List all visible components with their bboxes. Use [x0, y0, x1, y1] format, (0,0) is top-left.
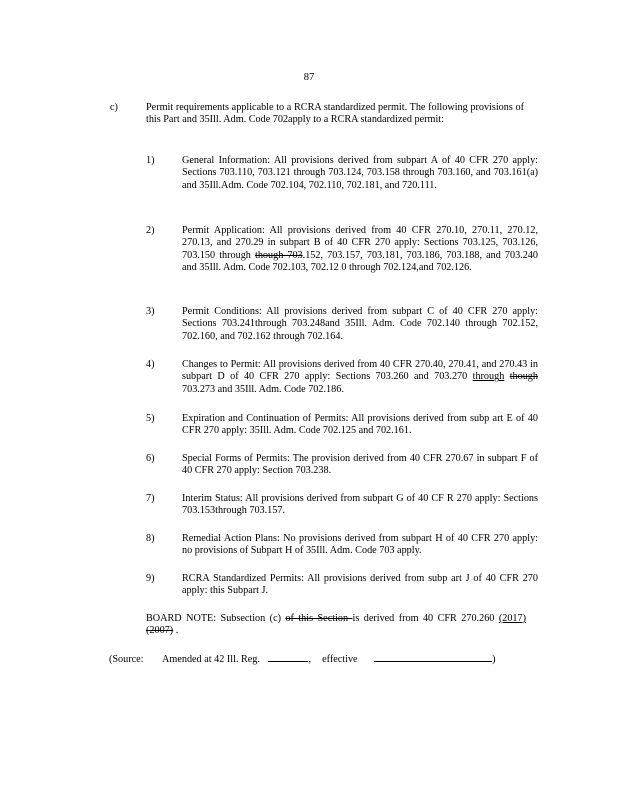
source-comma: ,: [308, 654, 312, 665]
item-number: 7): [146, 493, 155, 504]
board-note: [146, 613, 526, 638]
subsection-label: c): [110, 102, 118, 113]
item-text: [182, 155, 538, 192]
text-run: Remedial Action Plans: No provisions derived from subpart H of 40 CFR 270 apply: no provisions of Subpart H of 35Ill. Adm. Code 703 apply.: [182, 533, 538, 557]
text-run: RCRA Standardized Permits: All provisions derived from subp art J of 40 CFR 270 apply: this Subpart J.: [182, 573, 538, 597]
item-text: [182, 533, 538, 558]
item-number: 1): [146, 155, 155, 166]
text-run: is derived from 40 CFR 270.260: [352, 613, 499, 624]
item-text: [182, 453, 538, 478]
inserted-text: (2017): [498, 613, 526, 624]
text-run: General Information: All provisions derived from subpart A of 40 CFR 270 apply: Sections 703.110, 703.121 through 703.124, 703.158 through 703.160, and 703.161(a) and 35Ill.Adm. Code 702.104, 702.110, 702.181, and 720.111.: [182, 155, 538, 191]
item-text: [182, 493, 538, 518]
source-prefix: (Source:: [109, 654, 144, 665]
source-line: [109, 652, 509, 666]
item-number: 2): [146, 225, 155, 236]
item-number: 5): [146, 413, 155, 424]
text-run: Permit Conditions: All provisions derived from subpart C of 40 CFR 270 apply: Sections 703.241through 703.248and 35Ill. Adm. Code 702.140 through 702.152, 702.160, and 702.162 through 702.164.: [182, 306, 538, 342]
text-run: Expiration and Continuation of Permits: All provisions derived from subp art E of 40 CFR 270 apply: 35Ill. Adm. Code 702.125 and 702.161.: [182, 413, 538, 437]
text-run: Interim Status: All provisions derived from subpart G of 40 CF R 270 apply: Sections 703.153through 703.157.: [182, 493, 538, 517]
item-number: 3): [146, 306, 155, 317]
item-text: [182, 413, 538, 438]
source-effective: effective: [322, 654, 358, 665]
text-run: BOARD NOTE: Subsection (c): [146, 613, 286, 624]
deleted-text: though 703: [254, 249, 303, 261]
source-amended: Amended at 42 Ill. Reg.: [162, 654, 260, 665]
item-text: [182, 225, 538, 275]
deleted-text: (2007): [146, 625, 174, 637]
text-run: Special Forms of Permits: The provision derived from 40 CFR 270.67 in subpart F of 40 CFR 270 apply: Section 703.238.: [182, 453, 538, 477]
item-number: 4): [146, 359, 155, 370]
text-run: Permit Application: All provisions derived from 40 CFR 270.10, 270.11, 270.12, 270.13, and 270.29 in subpart B of 40 CFR 270 apply: Sections 703.125, 703.126, 703.150 through: [182, 225, 538, 261]
source-suffix: ): [492, 654, 496, 665]
item-text: [182, 306, 538, 343]
deleted-text: of this Section: [285, 613, 353, 624]
deleted-text: though: [509, 371, 538, 383]
subsection-intro: Permit requirements applicable to a RCRA standardized permit. The following provisions of this Part and 35Ill. Adm. Code 702apply to a RCRA standardized permit:: [146, 102, 524, 126]
item-number: 9): [146, 573, 155, 584]
item-number: 6): [146, 453, 155, 464]
register-blank: [268, 652, 308, 662]
item-text: [182, 573, 538, 598]
inserted-text: through: [472, 371, 505, 383]
item-text: [182, 359, 538, 396]
text-run: 703.273 and 35Ill. Adm. Code 702.186.: [182, 383, 344, 395]
text-run: Changes to Permit: All provisions derived from 40 CFR 270.40, 270.41, and 270.43 in subpart D of 40 CFR 270 apply: Sections 703.260 and 703.270: [182, 359, 538, 383]
page-number: 87: [303, 72, 315, 83]
effective-date-blank: [374, 652, 492, 662]
item-number: 8): [146, 533, 155, 544]
text-run: .152, 703.157, 703.181, 703.186, 703.188, and 703.240 and 35Ill. Adm. Code 702.103, 702.12 0 through 702.124,and 702.126.: [182, 249, 538, 274]
text-run: .: [173, 625, 179, 637]
